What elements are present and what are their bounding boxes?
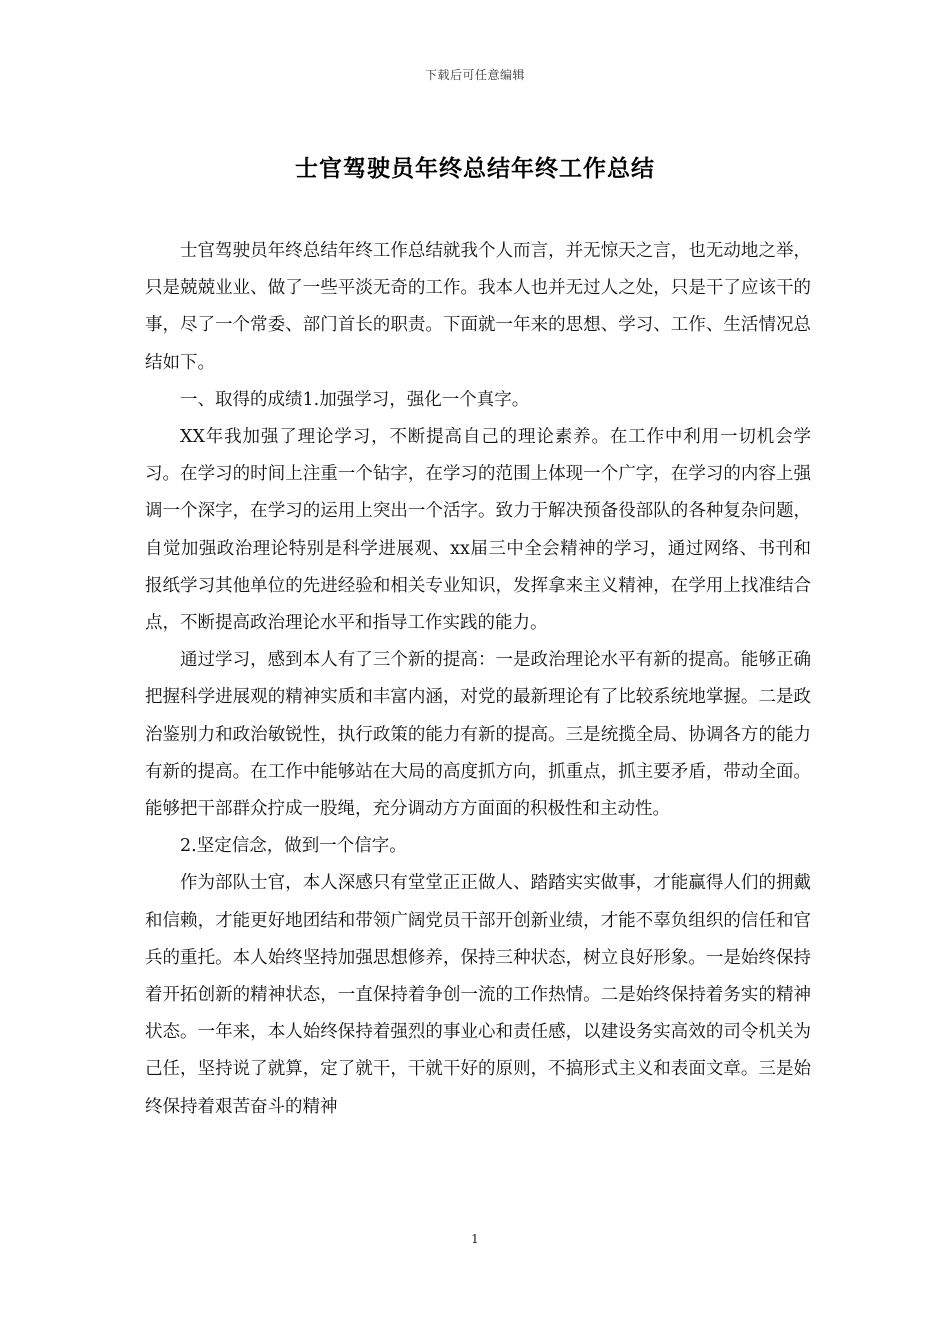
paragraph: 通过学习，感到本人有了三个新的提高：一是政治理论水平有新的提高。能够正确把握科学进展观的精神实质和丰富内涵，对党的最新理论有了比较系统地掌握。二是政治鉴别力和政治敏锐性，执行政策的能力有新的提高。三是统揽全局、协调各方的能力有新的提高。在工作中能够站在大局的高度抓方向，抓重点，抓主要矛盾，带动全面。能够把干部群众拧成一股绳，充分调动方方面面的积极性和主动性。 xyxy=(145,650,811,820)
paragraph: XX年我加强了理论学习，不断提高自己的理论素养。在工作中利用一切机会学习。在学习的时间上注重一个钻字，在学习的范围上体现一个广字，在学习的内容上强调一个深字，在学习的运用上突出一个活字。致力于解决预备役部队的各种复杂问题，自觉加强政治理论特别是科学进展观、xx届三中全会精神的学习，通过网络、书刊和报纸学习其他单位的先进经验和相关专业知识，发挥拿来主义精神，在学用上找准结合点，不断提高政治理论水平和指导工作实践的能力。 xyxy=(145,427,811,634)
header-note: 下载后可任意编辑 xyxy=(424,68,525,82)
paragraph: 作为部队士官，本人深感只有堂堂正正做人、踏踏实实做事，才能赢得人们的拥戴和信赖，才能更好地团结和带领广阔党员干部开创新业绩，才能不辜负组织的信任和官兵的重托。本人始终坚持加强思想修养，保持三种状态，树立良好形象。一是始终保持着开拓创新的精神状态，一直保持着争创一流的工作热情。二是始终保持着务实的精神状态。一年来，本人始终保持着强烈的事业心和责任感，以建设务实高效的司令机关为己任，坚持说了就算，定了就干，干就干好的原则，不搞形式主义和表面文章。三是始终保持着艰苦奋斗的精神 xyxy=(145,873,811,1117)
paragraph: 士官驾驶员年终总结年终工作总结就我个人而言，并无惊天之言，也无动地之举，只是兢兢业业、做了一些平淡无奇的工作。我本人也并无过人之处，只是干了应该干的事，尽了一个常委、部门首长的职责。下面就一年来的思想、学习、工作、生活情况总结如下。 xyxy=(145,241,811,373)
page-number: 1 xyxy=(471,1232,479,1246)
document-body xyxy=(145,233,811,1126)
paragraph: 2.坚定信念，做到一个信字。 xyxy=(180,836,407,857)
paragraph: 一、取得的成绩1.加强学习，强化一个真字。 xyxy=(180,389,530,410)
document-title: 士官驾驶员年终总结年终工作总结 xyxy=(295,155,655,182)
